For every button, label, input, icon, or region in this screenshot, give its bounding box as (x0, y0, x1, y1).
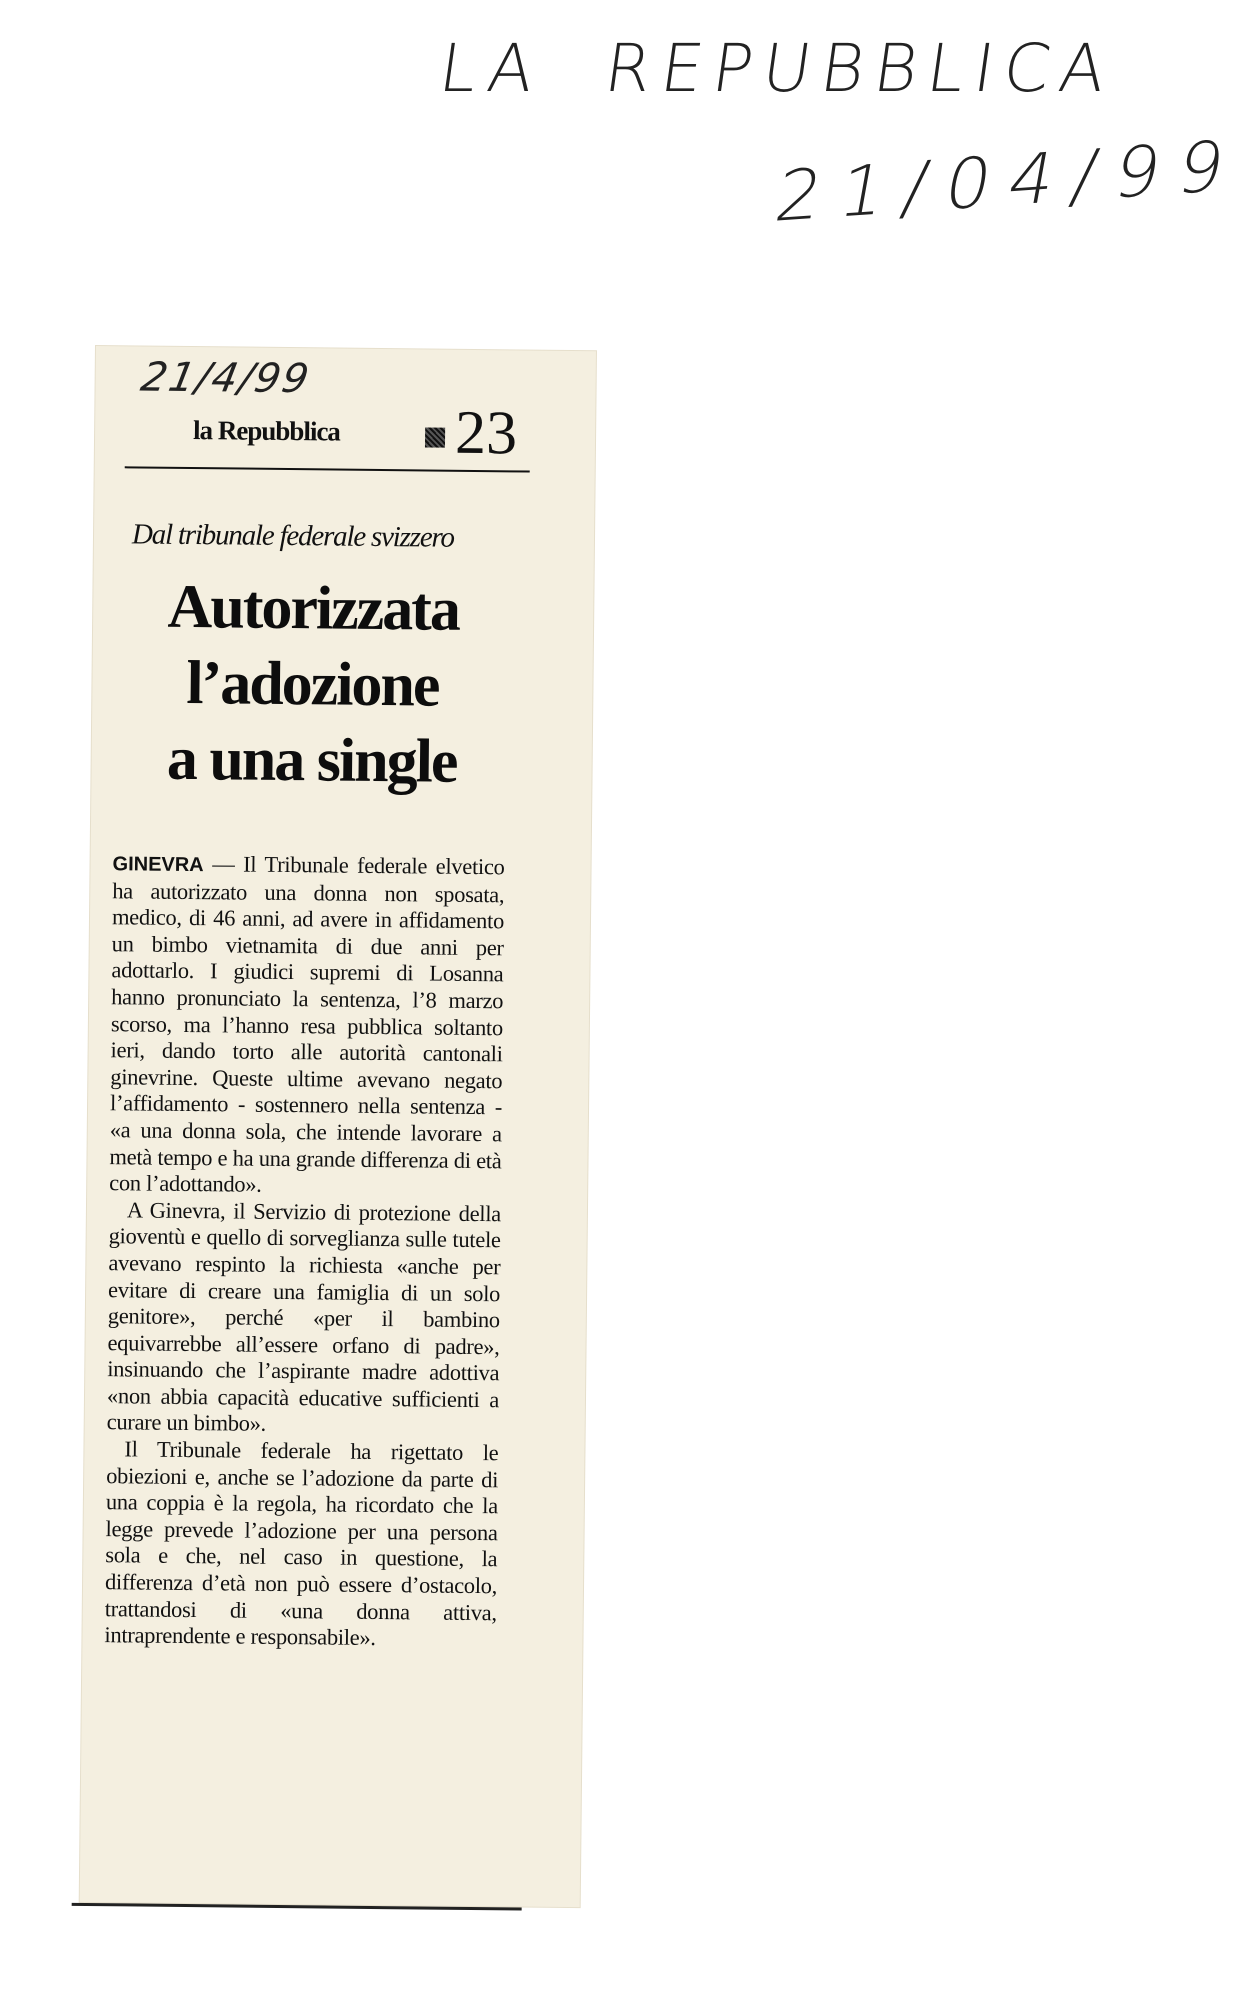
article-body (104, 850, 504, 1653)
article-kicker: Dal tribunale federale svizzero (131, 518, 454, 554)
article-paragraph: Il Tribunale federale ha rigettato le obiezioni e, anche se l’adozione da parte di una coppia è la regola, ha ricordato che la legge prevede l’adozione per una persona sola e che, nel caso in questione, la differenza d’età non può essere d’ostacolo, trattandosi di «una donna attiva, intraprendente e responsabile». (104, 1436, 499, 1651)
page-number: 23 (454, 398, 518, 468)
newspaper-clipping (80, 346, 596, 1907)
article-paragraph: A Ginevra, il Servizio di protezione della gioventù e quello di sorveglianza sulle tutele avevano respinto la richiesta «anche per evitare di creare una famiglia di un solo genitore», perché «per il bambino equivarrebbe all’essere orfano di padre», insinuando che l’aspirante madre adottiva «non abbia capacità educative sufficienti a curare un bimbo». (106, 1197, 502, 1437)
article-paragraph (109, 850, 505, 1201)
handwritten-date-note: 21/04/99 (769, 124, 1249, 238)
masthead-name: la Repubblica (192, 415, 341, 447)
handwritten-source-note: LA REPUBBLICA (434, 30, 1121, 107)
masthead-square-icon (425, 427, 445, 447)
clipping-bottom-edge (72, 1903, 522, 1911)
clipping-handwritten-date: 21/4/99 (137, 354, 315, 403)
article-headline (111, 568, 513, 800)
headline-line-2: l’adozione (186, 648, 439, 720)
masthead (125, 394, 531, 472)
dateline: GINEVRA (112, 853, 204, 877)
paragraph-1-text: — Il Tribunale federale elvetico ha autorizzato una donna non sposata, medico, di 46 anni, ad avere in affidamento un bimbo vietnamita di due anni per adottarlo. I giudici supremi di Losanna hanno pronunciato la sentenza, l’8 marzo scorso, ma l’hanno resa pubblica soltanto ieri, dando torto alle autorità cantonali ginevrine. Queste ultime avevano negato l’affidamento - sostennero nella sentenza - «a una donna sola, che intende lavorare a metà tempo e ha una grande differenza di età con l’adottando». (109, 851, 505, 1197)
headline-line-3: a una single (166, 724, 457, 796)
headline-line-1: Autorizzata (167, 572, 460, 644)
